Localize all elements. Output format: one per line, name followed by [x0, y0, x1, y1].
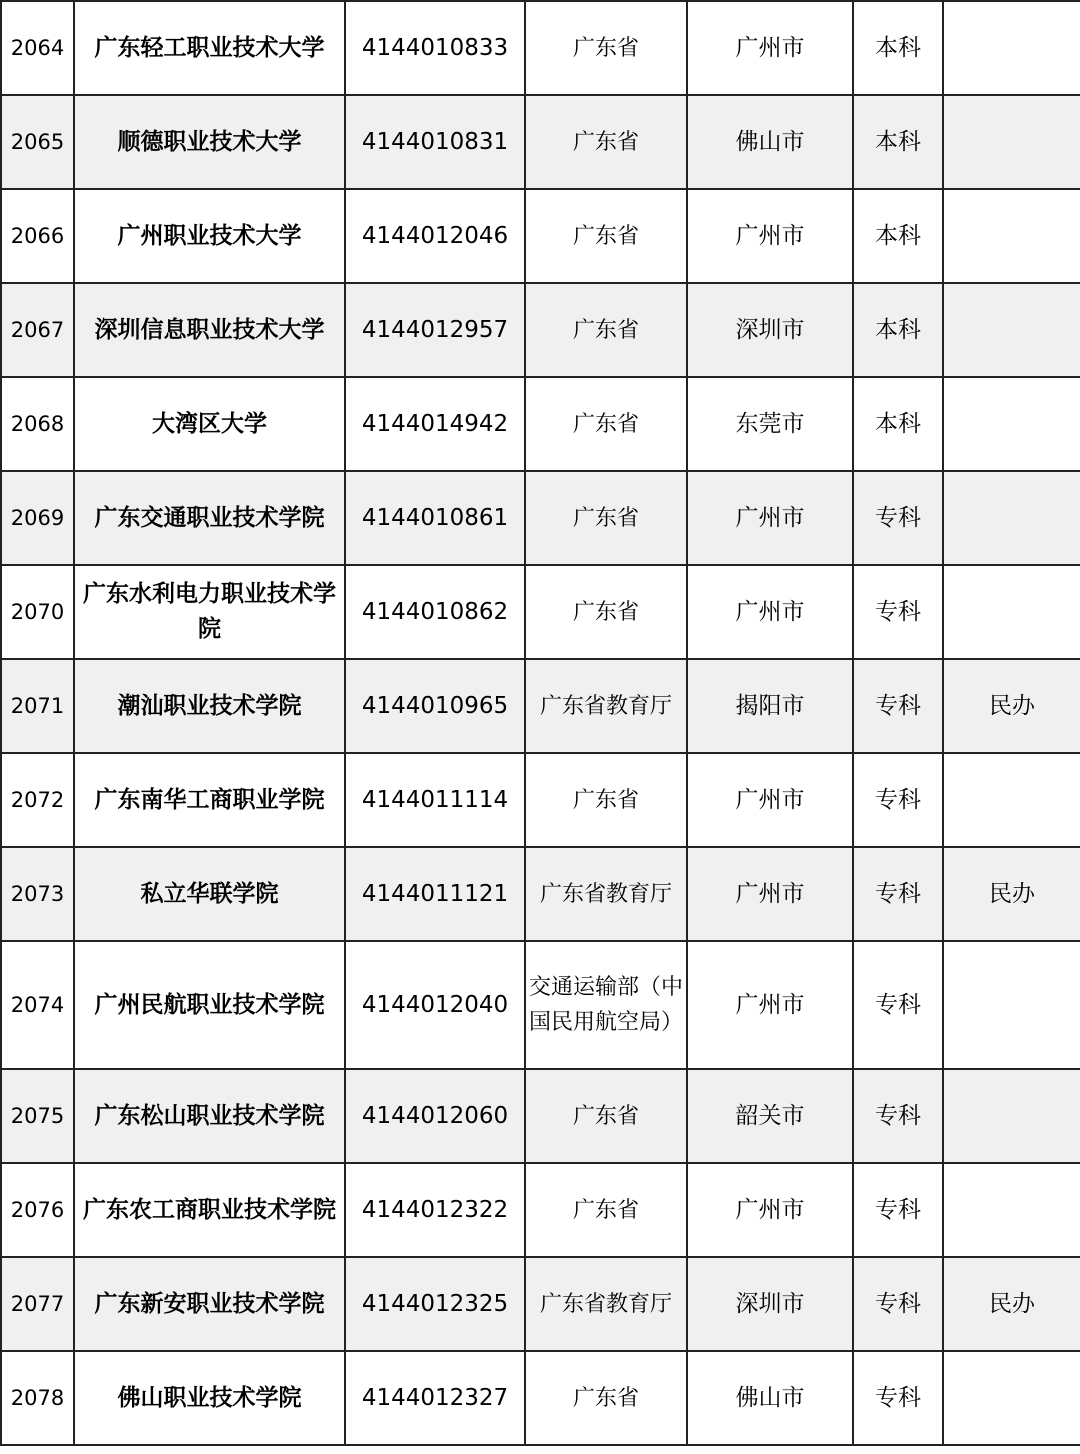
education-level: 专科 [853, 1069, 943, 1163]
school-code: 4144010862 [345, 565, 525, 659]
governing-department: 广东省 [525, 753, 687, 847]
education-level: 专科 [853, 1163, 943, 1257]
school-name: 大湾区大学 [74, 377, 345, 471]
school-name: 潮汕职业技术学院 [74, 659, 345, 753]
row-index: 2076 [1, 1163, 74, 1257]
remark: 民办 [943, 659, 1080, 753]
school-code: 4144012327 [345, 1351, 525, 1445]
row-index: 2066 [1, 189, 74, 283]
governing-department: 交通运输部（中国民用航空局） [525, 941, 687, 1069]
school-name: 广东松山职业技术学院 [74, 1069, 345, 1163]
table-row [1, 377, 1080, 471]
school-name: 私立华联学院 [74, 847, 345, 941]
school-name: 广东轻工职业技术大学 [74, 1, 345, 95]
education-level: 专科 [853, 941, 943, 1069]
education-level: 专科 [853, 1257, 943, 1351]
governing-department: 广东省 [525, 1, 687, 95]
table-row [1, 659, 1080, 753]
city: 东莞市 [687, 377, 853, 471]
governing-department: 广东省 [525, 283, 687, 377]
table-row [1, 1351, 1080, 1445]
governing-department: 广东省 [525, 1069, 687, 1163]
school-code: 4144012325 [345, 1257, 525, 1351]
education-level: 专科 [853, 659, 943, 753]
school-code: 4144010831 [345, 95, 525, 189]
city: 广州市 [687, 1, 853, 95]
remark [943, 95, 1080, 189]
school-code: 4144012046 [345, 189, 525, 283]
remark [943, 565, 1080, 659]
school-code: 4144012957 [345, 283, 525, 377]
governing-department: 广东省 [525, 565, 687, 659]
remark: 民办 [943, 1257, 1080, 1351]
table-row [1, 1069, 1080, 1163]
remark [943, 1, 1080, 95]
governing-department: 广东省教育厅 [525, 1257, 687, 1351]
education-level: 本科 [853, 1, 943, 95]
school-name: 顺德职业技术大学 [74, 95, 345, 189]
row-index: 2078 [1, 1351, 74, 1445]
education-level: 专科 [853, 471, 943, 565]
city: 广州市 [687, 471, 853, 565]
education-level: 本科 [853, 95, 943, 189]
table-row [1, 753, 1080, 847]
governing-department: 广东省 [525, 1351, 687, 1445]
school-name: 广东水利电力职业技术学院 [74, 565, 345, 659]
remark [943, 1351, 1080, 1445]
table-row [1, 189, 1080, 283]
remark [943, 377, 1080, 471]
row-index: 2075 [1, 1069, 74, 1163]
education-level: 本科 [853, 283, 943, 377]
education-level: 专科 [853, 1351, 943, 1445]
school-code: 4144012322 [345, 1163, 525, 1257]
remark [943, 941, 1080, 1069]
remark [943, 1163, 1080, 1257]
city: 揭阳市 [687, 659, 853, 753]
city: 深圳市 [687, 1257, 853, 1351]
row-index: 2069 [1, 471, 74, 565]
table-row [1, 1257, 1080, 1351]
row-index: 2073 [1, 847, 74, 941]
row-index: 2068 [1, 377, 74, 471]
row-index: 2067 [1, 283, 74, 377]
school-code: 4144011121 [345, 847, 525, 941]
governing-department: 广东省教育厅 [525, 847, 687, 941]
row-index: 2074 [1, 941, 74, 1069]
city: 深圳市 [687, 283, 853, 377]
city: 广州市 [687, 189, 853, 283]
table-row [1, 847, 1080, 941]
school-name: 广东交通职业技术学院 [74, 471, 345, 565]
school-name: 广州民航职业技术学院 [74, 941, 345, 1069]
school-code: 4144012040 [345, 941, 525, 1069]
row-index: 2070 [1, 565, 74, 659]
governing-department: 广东省 [525, 1163, 687, 1257]
table-row [1, 1163, 1080, 1257]
school-code: 4144010833 [345, 1, 525, 95]
school-name: 广州职业技术大学 [74, 189, 345, 283]
education-level: 本科 [853, 189, 943, 283]
remark [943, 753, 1080, 847]
row-index: 2064 [1, 1, 74, 95]
school-name: 广东南华工商职业学院 [74, 753, 345, 847]
city: 广州市 [687, 753, 853, 847]
remark: 民办 [943, 847, 1080, 941]
school-name: 深圳信息职业技术大学 [74, 283, 345, 377]
city: 韶关市 [687, 1069, 853, 1163]
governing-department: 广东省 [525, 95, 687, 189]
governing-department: 广东省教育厅 [525, 659, 687, 753]
school-code: 4144010965 [345, 659, 525, 753]
row-index: 2065 [1, 95, 74, 189]
city: 广州市 [687, 847, 853, 941]
city: 广州市 [687, 565, 853, 659]
remark [943, 471, 1080, 565]
city: 佛山市 [687, 1351, 853, 1445]
remark [943, 189, 1080, 283]
table-row [1, 941, 1080, 1069]
school-name: 广东农工商职业技术学院 [74, 1163, 345, 1257]
table-row [1, 565, 1080, 659]
education-level: 专科 [853, 847, 943, 941]
school-name: 广东新安职业技术学院 [74, 1257, 345, 1351]
row-index: 2072 [1, 753, 74, 847]
table-row [1, 1, 1080, 95]
table-row [1, 283, 1080, 377]
education-level: 专科 [853, 753, 943, 847]
city: 广州市 [687, 1163, 853, 1257]
school-name: 佛山职业技术学院 [74, 1351, 345, 1445]
table-row [1, 95, 1080, 189]
school-code: 4144014942 [345, 377, 525, 471]
city: 佛山市 [687, 95, 853, 189]
school-code: 4144011114 [345, 753, 525, 847]
education-level: 专科 [853, 565, 943, 659]
school-code: 4144010861 [345, 471, 525, 565]
governing-department: 广东省 [525, 189, 687, 283]
remark [943, 283, 1080, 377]
school-code: 4144012060 [345, 1069, 525, 1163]
governing-department: 广东省 [525, 377, 687, 471]
remark [943, 1069, 1080, 1163]
education-level: 本科 [853, 377, 943, 471]
row-index: 2077 [1, 1257, 74, 1351]
city: 广州市 [687, 941, 853, 1069]
governing-department: 广东省 [525, 471, 687, 565]
row-index: 2071 [1, 659, 74, 753]
table-row [1, 471, 1080, 565]
